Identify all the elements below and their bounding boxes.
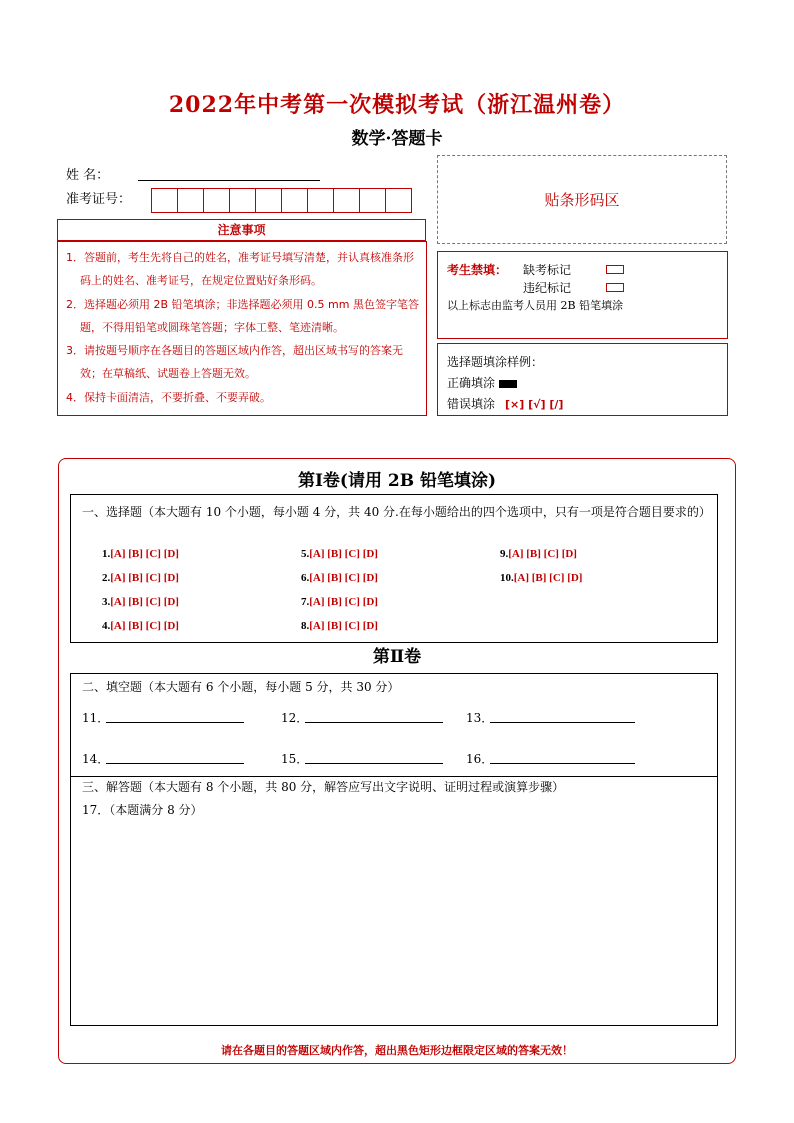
name-label: 姓 名： — [66, 168, 110, 183]
choice-question[interactable] — [102, 620, 179, 632]
wrong-fill-row — [447, 395, 563, 412]
blank-answer[interactable] — [281, 750, 308, 767]
choice-options[interactable]: [A] [B] [C] [D] — [309, 548, 378, 560]
question-number: 9. — [500, 548, 509, 560]
choice-question[interactable] — [301, 572, 378, 584]
filled-mark — [499, 380, 517, 388]
exam-id-cell[interactable] — [178, 189, 204, 212]
exam-id-boxes[interactable] — [151, 188, 412, 213]
question-17-label: 17．（本题满分 8 分） — [82, 803, 203, 817]
blank-line[interactable] — [305, 763, 443, 764]
fill-sample-box — [437, 343, 728, 416]
violation-mark-box[interactable] — [606, 283, 624, 292]
section2-box — [70, 673, 718, 1026]
blank-number: 15． — [281, 752, 309, 766]
choice-question[interactable] — [301, 548, 378, 560]
forbidden-fill-box — [437, 251, 728, 339]
forbidden-note: 以上标志由监考人员用 2B 铅笔填涂 — [447, 299, 624, 312]
exam-id-cell[interactable] — [334, 189, 360, 212]
solve-instructions: 三、解答题（本大题有 8 个小题，共 80 分，解答应写出文字说明、证明过程或演算步骤） — [82, 780, 565, 794]
question-number: 6. — [301, 572, 310, 584]
blank-number: 12． — [281, 711, 309, 725]
notice-list — [57, 241, 427, 416]
question-number: 7. — [301, 596, 310, 608]
choice-options[interactable]: [A] [B] [C] [D] — [110, 548, 179, 560]
wrong-fill-label: 错误填涂 — [447, 397, 496, 411]
blank-line[interactable] — [305, 722, 443, 723]
choice-question[interactable] — [102, 596, 179, 608]
question-number: 2. — [102, 572, 111, 584]
exam-id-cell[interactable] — [230, 189, 256, 212]
fill-sample-title: 选择题填涂样例： — [447, 355, 544, 369]
violation-mark-label: 违纪标记 — [523, 281, 572, 295]
choice-question[interactable] — [102, 572, 179, 584]
name-field[interactable] — [138, 180, 320, 181]
blank-answer[interactable] — [466, 709, 493, 726]
blank-answer[interactable] — [82, 750, 109, 767]
choice-question[interactable] — [301, 620, 378, 632]
choice-question[interactable] — [500, 548, 577, 560]
choice-options[interactable]: [A] [B] [C] [D] — [110, 596, 179, 608]
choice-options[interactable]: [A] [B] [C] [D] — [309, 620, 378, 632]
exam-id-cell[interactable] — [282, 189, 308, 212]
blank-number: 14． — [82, 752, 110, 766]
forbidden-title: 考生禁填： — [447, 263, 508, 277]
blank-number: 11． — [82, 711, 110, 725]
question-number: 10. — [500, 572, 514, 584]
choice-options[interactable]: [A] [B] [C] [D] — [309, 572, 378, 584]
blank-number: 13． — [466, 711, 494, 725]
footer-warning: 请在各题目的答题区域内作答，超出黑色矩形边框限定区域的答案无效！ — [221, 1044, 573, 1057]
notice-item: 1．答题前，考生先将自己的姓名，准考证号填写清楚，并认真核准条形码上的姓名、准考证号，在规定位置贴好条形码。 — [66, 251, 414, 288]
blank-line[interactable] — [490, 763, 635, 764]
blank-line[interactable] — [490, 722, 635, 723]
notice-heading: 注意事项 — [57, 219, 426, 241]
blank-answer[interactable] — [281, 709, 308, 726]
barcode-area — [437, 155, 727, 244]
wrong-fill-marks: [×] [√] [∕] — [505, 398, 564, 411]
section1-instructions: 一、选择题（本大题有 10 个小题，每小题 4 分，共 40 分.在每小题给出的四个选项中，只有一项是符合题目要求的） — [82, 505, 711, 519]
section2-title: 第Ⅱ卷 — [372, 647, 422, 667]
absent-mark-label: 缺考标记 — [523, 263, 572, 277]
correct-fill-row — [447, 374, 517, 391]
fill-blank-instructions: 二、填空题（本大题有 6 个小题，每小题 5 分，共 30 分） — [82, 680, 400, 694]
question-number: 8. — [301, 620, 310, 632]
choice-question[interactable] — [500, 572, 582, 584]
blank-line[interactable] — [106, 763, 244, 764]
notice-item: 4．保持卡面清洁，不要折叠、不要弄破。 — [66, 390, 271, 404]
blank-number: 16． — [466, 752, 494, 766]
correct-fill-label: 正确填涂 — [447, 376, 496, 390]
exam-id-cell[interactable] — [308, 189, 334, 212]
page-title: 2022年中考第一次模拟考试（浙江温州卷） — [168, 92, 626, 118]
section1-title: 第Ⅰ卷(请用 2B 铅笔填涂) — [297, 471, 497, 491]
choice-options[interactable]: [A] [B] [C] [D] — [110, 620, 179, 632]
question-number: 1. — [102, 548, 111, 560]
section-divider — [70, 776, 718, 777]
exam-id-cell[interactable] — [386, 189, 411, 212]
exam-id-label: 准考证号： — [66, 192, 132, 207]
exam-id-cell[interactable] — [256, 189, 282, 212]
exam-id-cell[interactable] — [152, 189, 178, 212]
blank-answer[interactable] — [466, 750, 493, 767]
choice-options[interactable]: [A] [B] [C] [D] — [508, 548, 577, 560]
notice-item: 3．请按题号顺序在各题目的答题区域内作答，超出区域书写的答案无效；在草稿纸、试题卷上答题无效。 — [66, 344, 403, 381]
absent-mark-box[interactable] — [606, 265, 624, 274]
question-number: 4. — [102, 620, 111, 632]
question-number: 5. — [301, 548, 310, 560]
choice-options[interactable]: [A] [B] [C] [D] — [513, 572, 583, 584]
barcode-label: 贴条形码区 — [544, 191, 620, 209]
question-number: 3. — [102, 596, 111, 608]
blank-line[interactable] — [106, 722, 244, 723]
notice-item: 2．选择题必须用 2B 铅笔填涂；非选择题必须用 0.5 mm 黑色签字笔答题，不得用铅笔或圆珠笔答题；字体工整、笔迹清晰。 — [66, 297, 419, 334]
page-subtitle: 数学·答题卡 — [351, 129, 443, 149]
exam-id-cell[interactable] — [360, 189, 386, 212]
choice-options[interactable]: [A] [B] [C] [D] — [309, 596, 378, 608]
choice-question[interactable] — [301, 596, 378, 608]
choice-options[interactable]: [A] [B] [C] [D] — [110, 572, 179, 584]
blank-answer[interactable] — [82, 709, 109, 726]
exam-id-cell[interactable] — [204, 189, 230, 212]
choice-question[interactable] — [102, 548, 179, 560]
